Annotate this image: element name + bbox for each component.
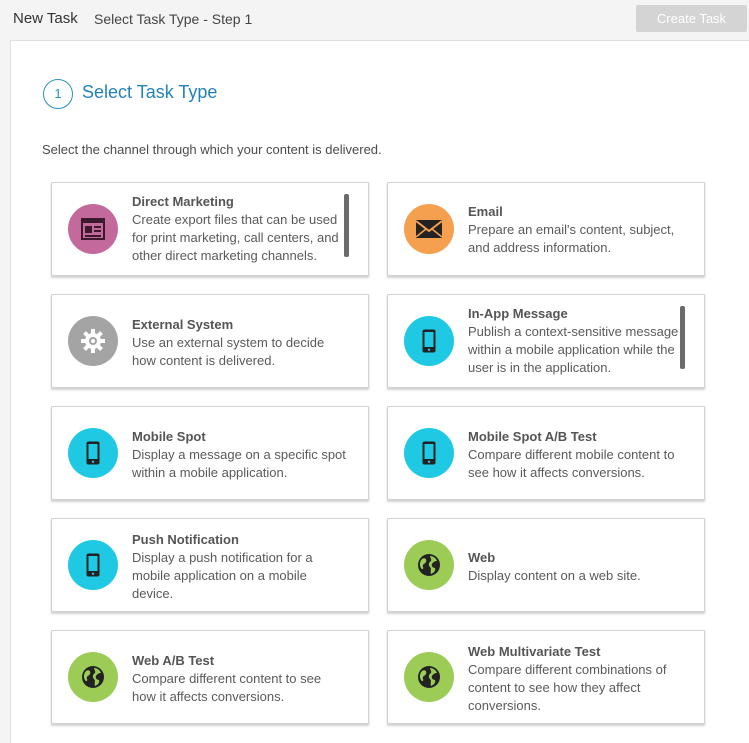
card-description: Publish a context-sensitive message within a mobile application while the user is in the application.	[468, 324, 679, 375]
card-description: Display content on a web site.	[468, 568, 641, 583]
card-in-app-message[interactable]	[387, 294, 705, 388]
gear-icon	[68, 316, 118, 366]
card-title: Web Multivariate Test	[468, 644, 601, 659]
mobile-phone-icon	[68, 428, 118, 478]
card-push-notification[interactable]	[51, 518, 369, 612]
step-title: Select Task Type - Step 1	[94, 11, 253, 27]
mobile-phone-icon	[404, 316, 454, 366]
mobile-phone-icon	[68, 540, 118, 590]
card-external-system[interactable]	[51, 294, 369, 388]
step-heading: Select Task Type	[82, 82, 218, 102]
envelope-icon	[404, 204, 454, 254]
card-description: Display a message on a specific spot within a mobile application.	[132, 447, 346, 480]
card-description: Compare different content to see how it affects conversions.	[132, 671, 322, 704]
card-description: Compare different combinations of content to see how they affect conversions.	[468, 662, 667, 713]
card-web-ab-test[interactable]	[51, 630, 369, 724]
card-direct-marketing[interactable]	[51, 182, 369, 276]
card-title: External System	[132, 317, 234, 332]
card-description: Create export files that can be used for print marketing, call centers, and other direct marketing channels.	[132, 212, 339, 263]
step-number-badge: 1	[43, 79, 73, 109]
globe-icon	[404, 540, 454, 590]
card-web-multivariate-test[interactable]	[387, 630, 705, 724]
card-title: Mobile Spot A/B Test	[468, 429, 597, 444]
card-description: Compare different mobile content to see how it affects conversions.	[468, 447, 675, 480]
task-type-panel	[10, 40, 749, 743]
card-email[interactable]	[387, 182, 705, 276]
card-title: In-App Message	[468, 306, 568, 321]
card-title: Push Notification	[132, 532, 239, 547]
globe-icon	[68, 652, 118, 702]
card-mobile-spot[interactable]	[51, 406, 369, 500]
create-task-button[interactable]: Create Task	[636, 5, 747, 32]
card-description: Display a push notification for a mobile application on a mobile device.	[132, 550, 313, 601]
card-title: Direct Marketing	[132, 194, 234, 209]
card-title: Email	[468, 204, 503, 219]
card-title: Web	[468, 550, 496, 565]
card-description: Use an external system to decide how content is delivered.	[132, 335, 325, 368]
instruction-text: Select the channel through which your content is delivered.	[42, 142, 382, 157]
card-web[interactable]	[387, 518, 705, 612]
card-scrollbar[interactable]	[680, 306, 685, 369]
card-scrollbar[interactable]	[344, 194, 349, 257]
card-description: Prepare an email's content, subject, and address information.	[468, 222, 675, 255]
card-title: Web A/B Test	[132, 653, 215, 668]
globe-icon	[404, 652, 454, 702]
app-title: New Task	[13, 10, 78, 27]
card-mobile-spot-ab-test[interactable]	[387, 406, 705, 500]
newspaper-icon	[68, 204, 118, 254]
mobile-phone-icon	[404, 428, 454, 478]
top-bar	[0, 0, 749, 40]
card-title: Mobile Spot	[132, 429, 206, 444]
